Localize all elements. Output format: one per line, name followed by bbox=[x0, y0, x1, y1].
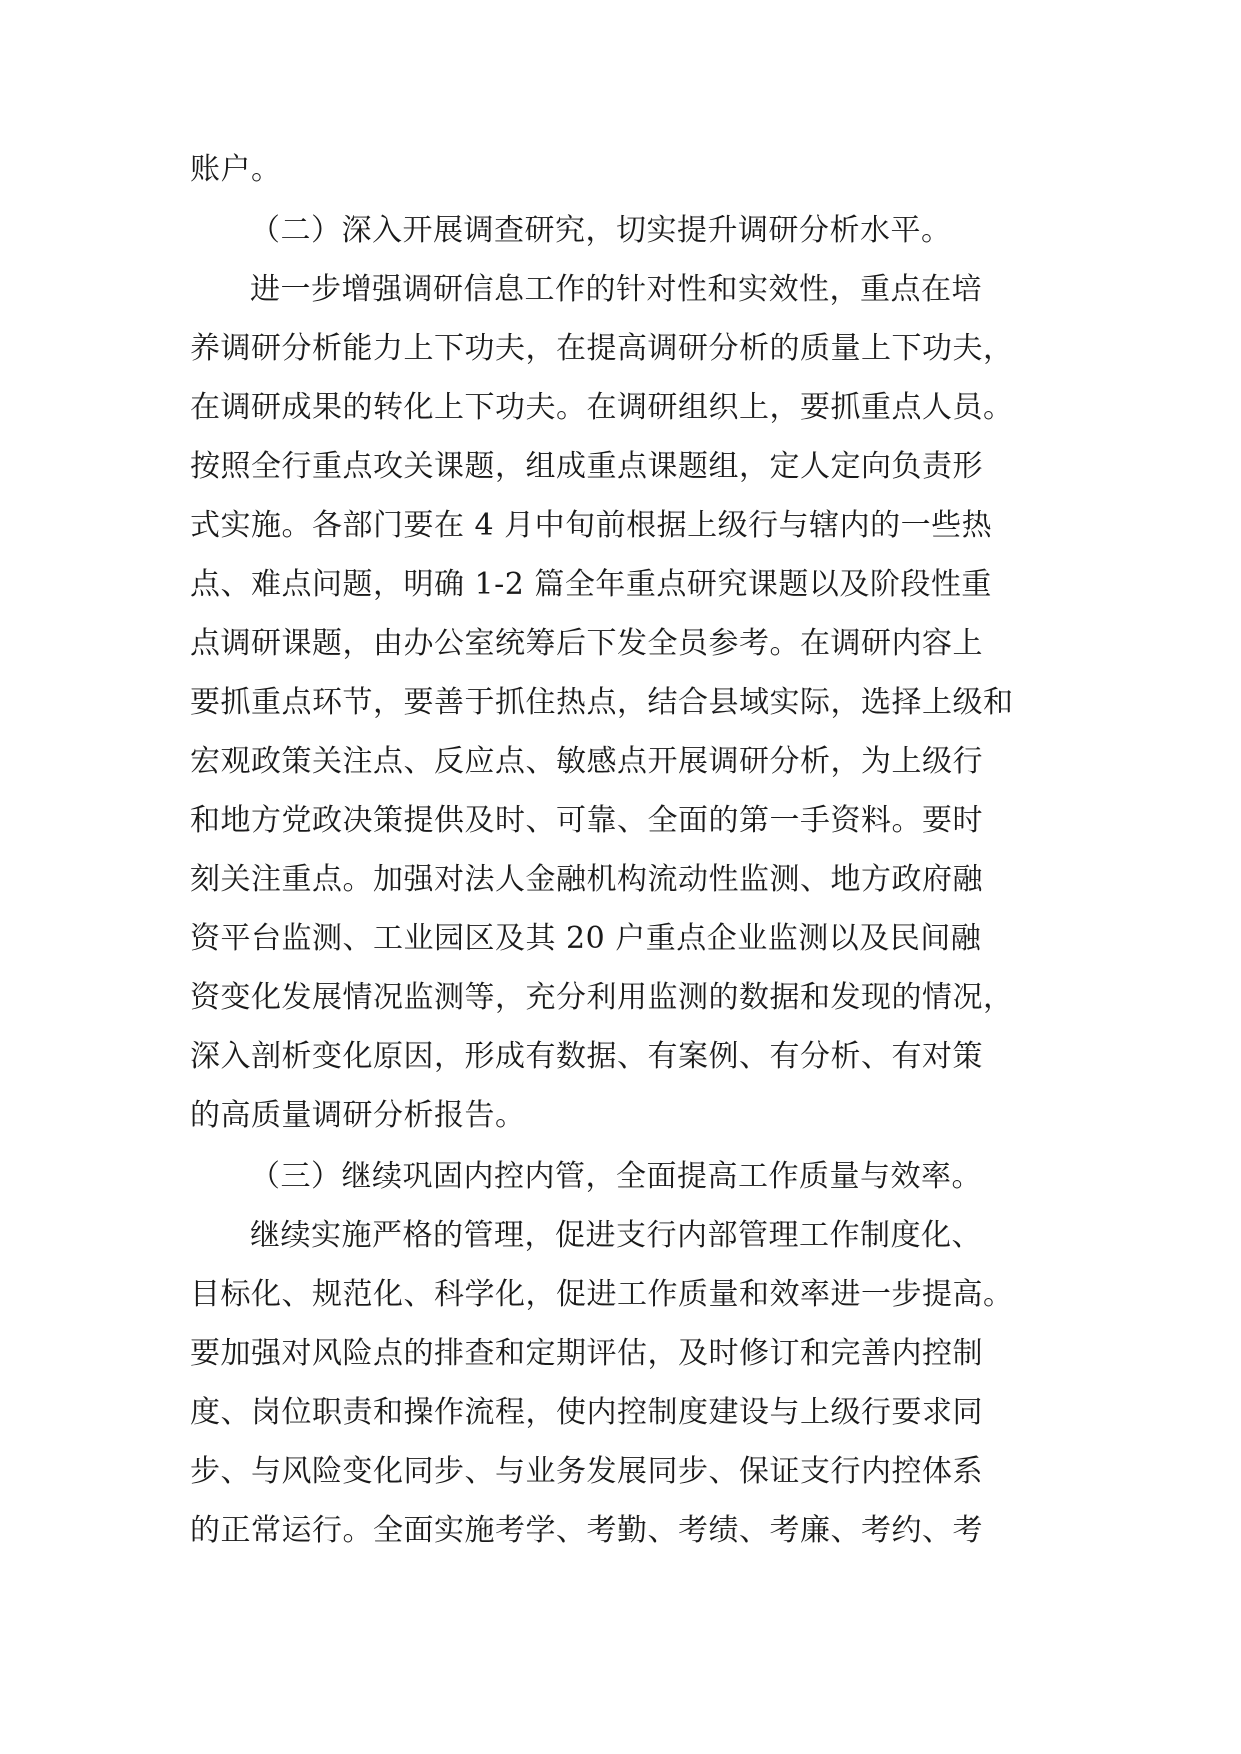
paragraph-line: 式实施。各部门要在 4 月中旬前根据上级行与辖内的一些热 bbox=[190, 508, 993, 543]
paragraph-line: 继续实施严格的管理，促进支行内部管理工作制度化、 bbox=[250, 1218, 982, 1253]
paragraph-line: 步、与风险变化同步、与业务发展同步、保证支行内控体系 bbox=[190, 1454, 983, 1489]
paragraph-line: 资变化发展情况监测等，充分利用监测的数据和发现的情况， bbox=[190, 980, 1014, 1015]
section-heading-3: （三）继续巩固内控内管，全面提高工作质量与效率。 bbox=[250, 1159, 982, 1194]
paragraph-line: 刻关注重点。加强对法人金融机构流动性监测、地方政府融 bbox=[190, 862, 983, 897]
text-line-1: 账户。 bbox=[190, 152, 282, 187]
paragraph-line: 点、难点问题，明确 1-2 篇全年重点研究课题以及阶段性重 bbox=[190, 567, 992, 602]
paragraph-line: 的正常运行。全面实施考学、考勤、考绩、考廉、考约、考 bbox=[190, 1513, 983, 1548]
paragraph-line: 要抓重点环节，要善于抓住热点，结合县域实际，选择上级和 bbox=[190, 685, 1014, 720]
paragraph-line: 的高质量调研分析报告。 bbox=[190, 1098, 526, 1133]
section-heading-2: （二）深入开展调查研究，切实提升调研分析水平。 bbox=[250, 213, 952, 248]
paragraph-line: 和地方党政决策提供及时、可靠、全面的第一手资料。要时 bbox=[190, 803, 983, 838]
paragraph-line: 深入剖析变化原因，形成有数据、有案例、有分析、有对策 bbox=[190, 1039, 983, 1074]
paragraph-line: 要加强对风险点的排查和定期评估，及时修订和完善内控制 bbox=[190, 1336, 983, 1371]
paragraph-line: 度、岗位职责和操作流程，使内控制度建设与上级行要求同 bbox=[190, 1395, 983, 1430]
paragraph-line: 按照全行重点攻关课题，组成重点课题组，定人定向负责形 bbox=[190, 449, 983, 484]
paragraph-line: 养调研分析能力上下功夫，在提高调研分析的质量上下功夫， bbox=[190, 331, 1014, 366]
paragraph-line: 宏观政策关注点、反应点、敏感点开展调研分析，为上级行 bbox=[190, 744, 983, 779]
paragraph-line: 目标化、规范化、科学化，促进工作质量和效率进一步提高。 bbox=[190, 1277, 1014, 1312]
paragraph-line: 进一步增强调研信息工作的针对性和实效性，重点在培 bbox=[250, 272, 982, 307]
paragraph-line: 点调研课题，由办公室统筹后下发全员参考。在调研内容上 bbox=[190, 626, 983, 661]
paragraph-line: 在调研成果的转化上下功夫。在调研组织上，要抓重点人员。 bbox=[190, 390, 1014, 425]
paragraph-line: 资平台监测、工业园区及其 20 户重点企业监测以及民间融 bbox=[190, 921, 982, 956]
